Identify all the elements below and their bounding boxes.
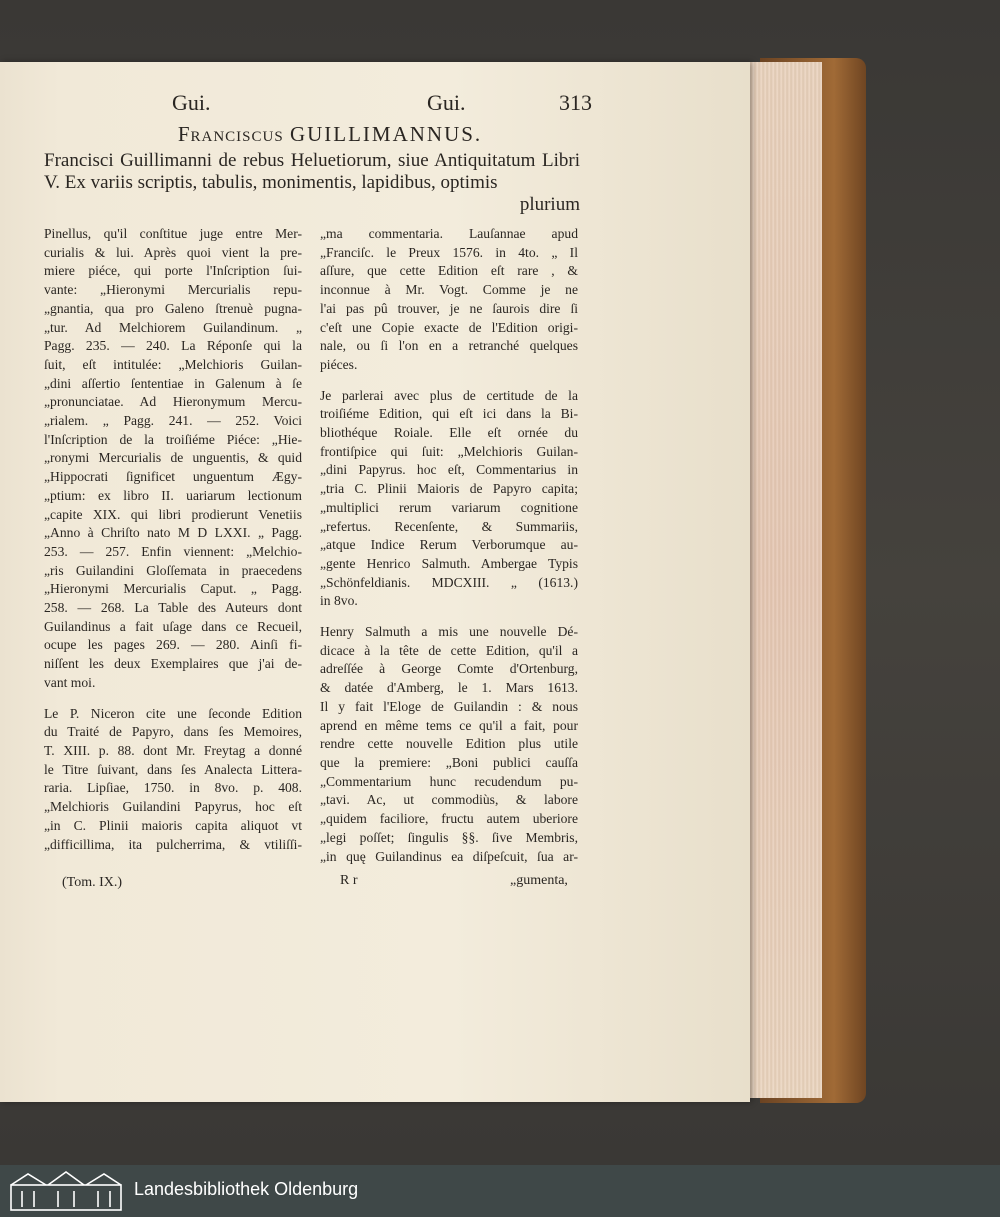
paragraph: [44, 705, 302, 855]
text-line: niſſent les deux Exemplaires que j'ai de-: [44, 656, 302, 672]
text-line: in 8vo.: [320, 593, 358, 609]
paragraph: [320, 225, 578, 375]
text-line: dicace à la tête de cette Edition, qu'il a: [320, 642, 578, 658]
text-line: aprend en même tems ce qu'il a fait, pour: [320, 717, 578, 733]
text-line: „ma commentaria. Lauſannae apud: [320, 226, 578, 241]
text-line: „Schönfeldianis. MDCXIII. „ (1613.): [320, 574, 578, 590]
left-column: [44, 225, 302, 854]
text-line: „ptium: ex libro II. uariarum lectionum: [44, 487, 302, 503]
text-line: „gnantia, qua pro Galeno ſtrenuè pugna-: [44, 300, 302, 316]
library-building-icon: [8, 1169, 124, 1213]
header-left: Gui.: [172, 90, 211, 115]
text-line: curialis & lui. Après quoi vient la pre-: [44, 244, 302, 260]
page-number: 313: [559, 90, 592, 115]
text-line: du Traité de Papyro, dans ſes Memoires,: [44, 724, 302, 740]
text-line: „refertus. Recenſente, & Summariis,: [320, 518, 578, 534]
text-line: „ris Guilandini Gloſſemata in praecedens: [44, 562, 302, 578]
text-line: „pronunciatae. Ad Hieronymum Mercu-: [44, 394, 302, 410]
text-line: aſſure, que cette Edition eſt rare , &: [320, 263, 578, 279]
text-line: T. XIII. p. 88. dont Mr. Freytag a donné: [44, 742, 302, 758]
text-line: „Anno à Chriſto nato M D LXXI. „ Pagg.: [44, 525, 302, 541]
text-line: & datée d'Amberg, le 1. Mars 1613.: [320, 680, 578, 696]
text-line: „ronymi Mercurialis de unguentis, & quid: [44, 450, 302, 466]
text-line: Pinellus, qu'il conſtitue juge entre Mer-: [44, 226, 302, 241]
text-line: „dini aſſertio ſententiae in Galenum à ſe: [44, 375, 302, 391]
text-line: inconnue à Mr. Vogt. Comme je ne: [320, 282, 578, 298]
signature-mark: R r: [340, 873, 358, 888]
text-line: „tur. Ad Melchiorem Guilandinum. „: [44, 319, 302, 335]
author-last-name: GUILLIMANNUS.: [289, 122, 483, 146]
title-line: Libri V. Ex variis scriptis, tabulis, monimentis, lapidibus, optimis: [44, 150, 580, 193]
text-line: ſuit, eſt intitulée: „Melchioris Guilan-: [44, 356, 302, 372]
author-first-name: Franciscus: [177, 122, 284, 146]
text-line: Le P. Niceron cite une ſeconde Edition: [44, 705, 302, 721]
text-line: „gente Henrico Salmuth. Ambergae Typis: [320, 555, 578, 571]
text-line: „Hippocrati ſignificet unguentum Ægy-: [44, 469, 302, 485]
author-heading: [130, 122, 530, 147]
text-line: frontiſpice qui ſuit: „Melchioris Guilan-: [320, 443, 578, 459]
text-line: raria. Lipſiae, 1750. in 8vo. p. 408.: [44, 780, 302, 796]
text-line: nale, ou ſi l'on en a retranché quelques: [320, 338, 578, 354]
text-line: „Franciſc. le Preux 1576. in 4to. „ Il: [320, 244, 578, 260]
text-line: vante: „Hieronymi Mercurialis repu-: [44, 282, 302, 298]
text-line: „rialem. „ Pagg. 241. — 252. Voici: [44, 413, 302, 429]
text-line: Pagg. 235. — 240. La Réponſe qui la: [44, 338, 302, 354]
text-line: c'eſt une Copie exacte de l'Edition origi-: [320, 319, 578, 335]
text-line: „legi poſſet; ſingulis §§. ſive Membris,: [320, 829, 578, 845]
library-banner: [0, 1165, 1000, 1217]
text-line: „atque Indice Rerum Verborumque au-: [320, 537, 578, 553]
text-line: „Melchioris Guilandini Papyrus, hoc eſt: [44, 799, 302, 815]
text-line: rendre cette nouvelle Edition plus utile: [320, 736, 578, 752]
text-line: adreſſée à George Comte d'Ortenburg,: [320, 661, 578, 677]
text-line: „quidem faciliore, fructu autem uberiore: [320, 811, 578, 827]
text-line: 253. — 257. Enfin viennent: „Melchio-: [44, 543, 302, 559]
title-line: Francisci Guillimanni de rebus Heluetiorum, siue Antiquitatum: [44, 150, 536, 171]
text-line: que la premiere: „Boni publici cauſſa: [320, 754, 578, 770]
text-line: „dini Papyrus. hoc eſt, Commentarius in: [320, 462, 578, 478]
title-line: plurium: [519, 194, 580, 215]
text-line: „tria C. Plinii Maioris de Papyro capita;: [320, 481, 578, 497]
text-line: „tavi. Ac, ut commodiùs, & labore: [320, 792, 578, 808]
text-line: „in C. Plinii maioris capita aliquot vt: [44, 817, 302, 833]
text-line: Henry Salmuth a mis une nouvelle Dé-: [320, 624, 578, 640]
text-line: ocupe les pages 269. — 280. Ainſi fi-: [44, 637, 302, 653]
text-line: l'ai pas pû trouver, je ne ſaurois dire ſi: [320, 300, 578, 316]
right-column: [320, 225, 578, 866]
text-line: Il y fait l'Eloge de Guilandin : & nous: [320, 698, 578, 714]
page-stack-edge: [744, 62, 822, 1098]
text-line: troiſiéme Edition, qui eſt ici dans la Bi-: [320, 406, 578, 422]
paragraph: [320, 623, 578, 866]
work-title: [44, 150, 580, 216]
library-name: Landesbibliothek Oldenburg: [134, 1179, 359, 1199]
text-line: Guilandinus a fait uſage dans ce Recueil,: [44, 618, 302, 634]
text-line: le Titre ſuivant, dans ſes Analecta Litterа-: [44, 761, 302, 777]
paragraph: [44, 225, 302, 693]
header-center: Gui.: [427, 90, 466, 115]
text-line: 258. — 268. La Table des Auteurs dont: [44, 600, 302, 616]
paragraph: [320, 387, 578, 611]
text-line: „multiplici rerum variarum cognitione: [320, 499, 578, 515]
catchword: „gumenta,: [510, 873, 568, 888]
volume-footer: (Tom. IX.): [62, 875, 123, 890]
text-line: l'Inſcription de la troiſiéme Piéce: „Hie-: [44, 431, 302, 447]
text-line: „difficillima, ita pulcherrima, & vtiliſſi-: [44, 836, 302, 852]
text-line: „in quę Guilandinus ea diſpeſcuit, ſua ar-: [320, 848, 578, 864]
text-line: vant moi.: [44, 674, 96, 690]
text-line: „Commentarium hunc recudendum pu-: [320, 773, 578, 789]
text-line: „Hieronymi Mercurialis Caput. „ Pagg.: [44, 581, 302, 597]
text-line: piéces.: [320, 356, 358, 372]
text-line: „capite XIX. qui libri prodierunt Venetiis: [44, 506, 302, 522]
text-line: Je parlerai avec plus de certitude de la: [320, 387, 578, 403]
text-line: bliothéque Roiale. Elle eſt ornée du: [320, 425, 578, 441]
running-header: [172, 90, 592, 120]
text-line: miere piéce, qui porte l'Inſcription ſui-: [44, 263, 302, 279]
